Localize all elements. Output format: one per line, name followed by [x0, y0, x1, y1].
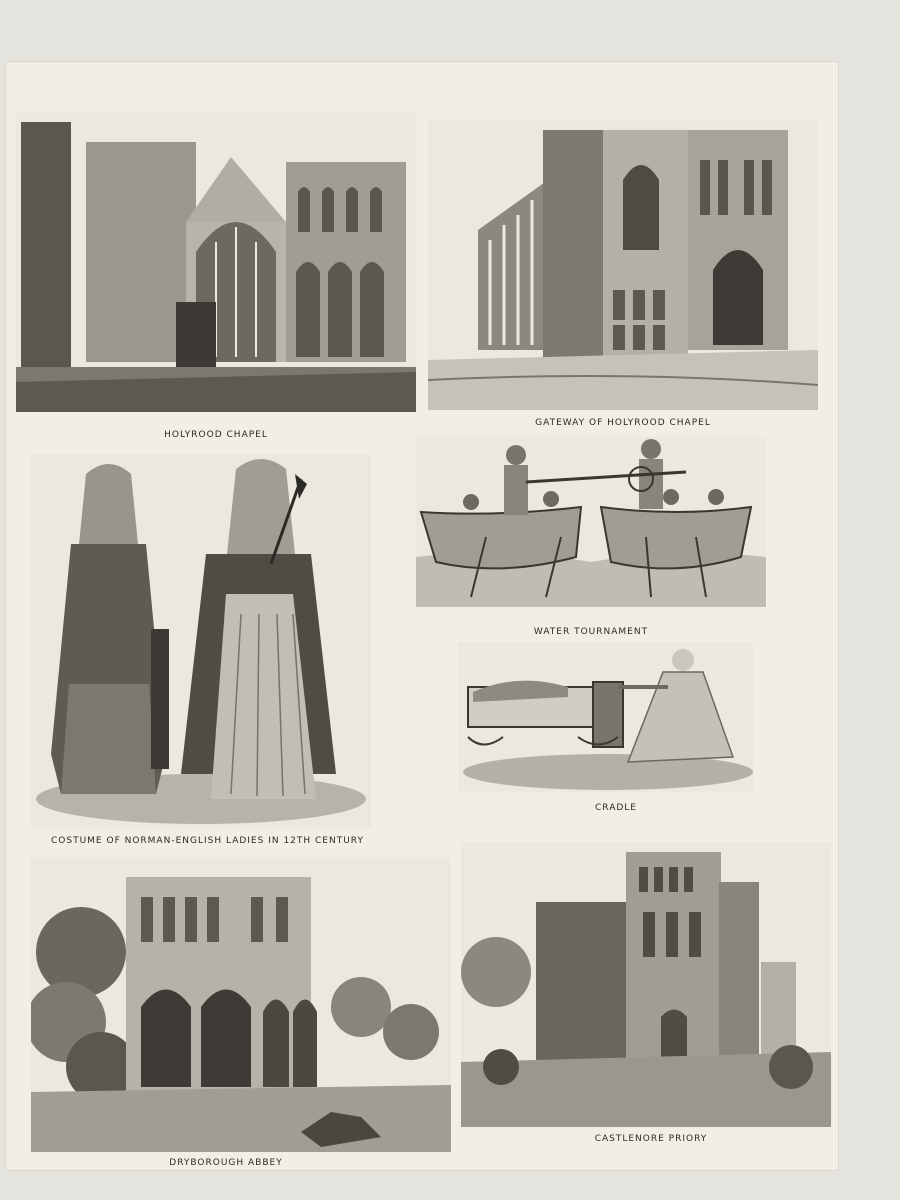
costume-ladies-caption: COSTUME OF NORMAN-ENGLISH LADIES IN 12TH CENTURY	[51, 836, 364, 846]
holyrood-chapel-illustration	[16, 112, 416, 412]
gateway-holyrood-engraving	[428, 120, 818, 410]
water-tournament-illustration	[416, 437, 766, 607]
gateway-holyrood-caption: GATEWAY OF HOLYROOD CHAPEL	[535, 418, 711, 428]
drybrough-abbey-caption: DRYBOROUGH ABBEY	[169, 1158, 283, 1168]
castlenore-priory-caption: CASTLENORE PRIORY	[594, 1134, 708, 1144]
cradle-illustration	[458, 642, 753, 792]
water-tournament-engraving	[416, 437, 766, 607]
cradle-engraving	[458, 642, 753, 792]
holyrood-chapel-caption: HOLYROOD CHAPEL	[164, 430, 268, 440]
costume-ladies-illustration	[31, 454, 371, 829]
castlenore-priory-illustration	[461, 842, 831, 1127]
costume-ladies-engraving	[31, 454, 371, 829]
holyrood-chapel-engraving	[16, 112, 416, 412]
drybrough-abbey-illustration	[31, 857, 451, 1152]
drybrough-abbey-engraving	[31, 857, 451, 1152]
book-page	[6, 62, 838, 1170]
gateway-holyrood-illustration	[428, 120, 818, 410]
cradle-caption: CRADLE	[595, 803, 637, 813]
water-tournament-caption: WATER TOURNAMENT	[533, 627, 649, 637]
castlenore-priory-engraving	[461, 842, 831, 1127]
